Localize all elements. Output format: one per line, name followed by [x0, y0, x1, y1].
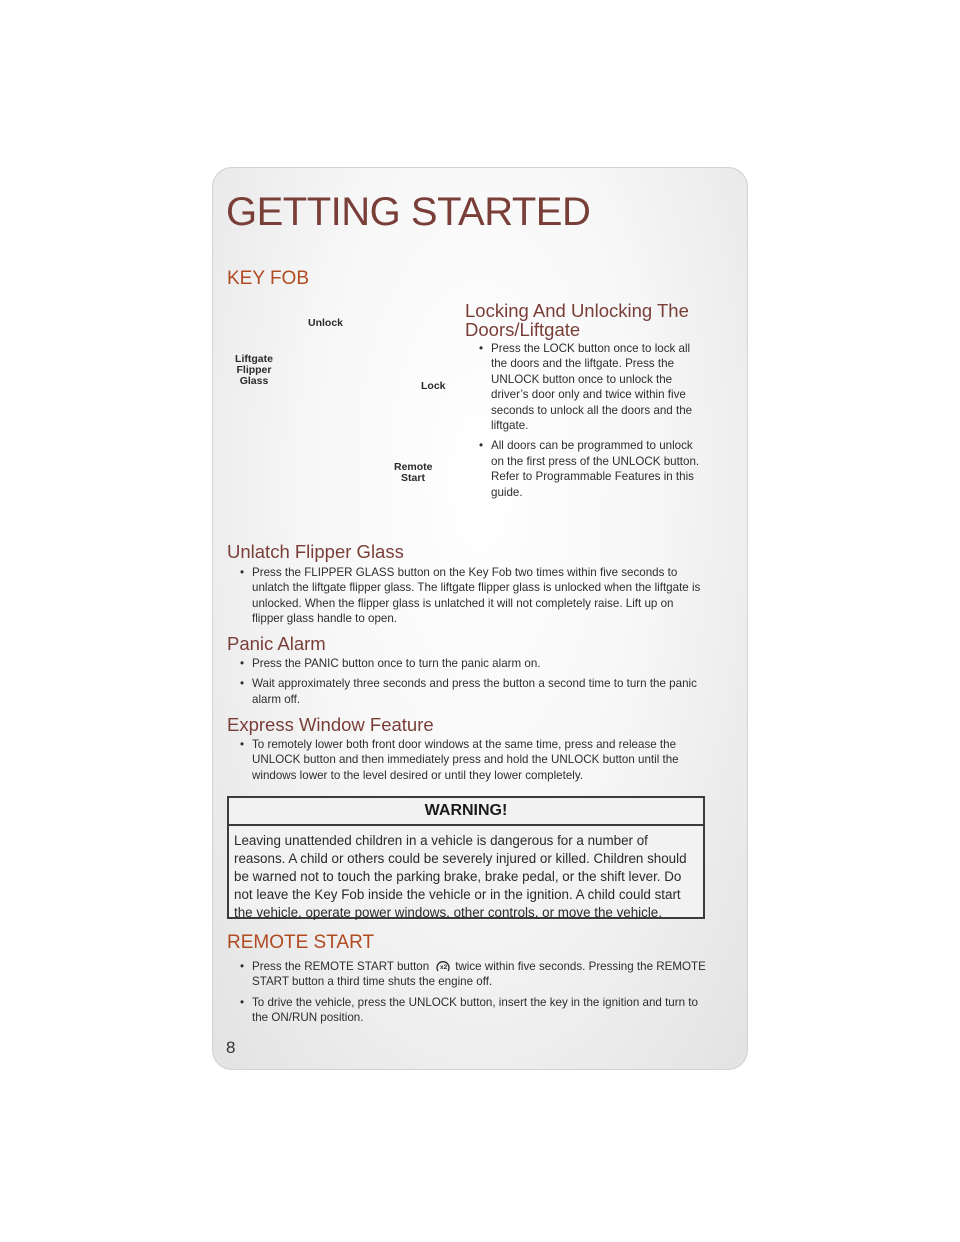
- svg-text:x2: x2: [440, 964, 448, 971]
- list-item: • To drive the vehicle, press the UNLOCK button, insert the key in the ignition and turn to the ON/RUN position.: [240, 995, 710, 1026]
- remote-start-icon: [435, 959, 451, 973]
- fob-label-lock: Lock: [421, 380, 446, 392]
- express-heading: Express Window Feature: [227, 714, 434, 735]
- warning-title: WARNING!: [229, 798, 703, 826]
- section-title: GETTING STARTED: [226, 190, 591, 234]
- warning-box: [227, 796, 705, 919]
- panic-list: [240, 656, 708, 712]
- list-item: [240, 959, 710, 990]
- remote-start-text-after: twice within five seconds. Pressing the REMOTE START button a third time shuts the engine off.: [252, 960, 706, 989]
- express-list: [240, 737, 708, 788]
- list-item: • Press the LOCK button once to lock all the doors and the liftgate. Press the UNLOCK button once to unlock the driver’s door only and twice within five seconds to unlock all the doors and the liftgate.: [479, 341, 707, 433]
- panic-heading: Panic Alarm: [227, 633, 326, 654]
- locking-list: [479, 341, 707, 505]
- fob-label-unlock: Unlock: [308, 317, 344, 329]
- fob-label-remote-start: Remote Start: [394, 461, 433, 484]
- unlatch-heading: Unlatch Flipper Glass: [227, 541, 404, 562]
- list-item: • Wait approximately three seconds and press the button a second time to turn the panic alarm off.: [240, 676, 708, 707]
- list-item: • Press the FLIPPER GLASS button on the Key Fob two times within five seconds to unlatch the liftgate flipper glass. The liftgate flipper glass is unlocked when the liftgate is unlocked. When the flipper glass is unlatched it will not completely raise. Lift up on flipper glass handle to open.: [240, 565, 708, 627]
- fob-label-liftgate-flipper-glass: Liftgate Flipper Glass: [235, 353, 273, 387]
- page-number: 8: [226, 1038, 236, 1057]
- list-item: • All doors can be programmed to unlock on the first press of the UNLOCK button. Refer to Programmable Features in this guide.: [479, 438, 707, 500]
- unlatch-list: [240, 565, 708, 632]
- list-item: • Press the PANIC button once to turn the panic alarm on.: [240, 656, 708, 671]
- key-fob-heading: KEY FOB: [227, 268, 310, 289]
- remote-start-list: [240, 959, 710, 1031]
- locking-heading: Locking And Unlocking The Doors/Liftgate: [465, 300, 689, 340]
- list-item: • To remotely lower both front door windows at the same time, press and release the UNLOCK button and then immediately press and hold the UNLOCK button until the windows lower to the level desired or until they lower completely.: [240, 737, 708, 783]
- remote-start-text-before: Press the REMOTE START button: [252, 960, 430, 973]
- remote-start-heading: REMOTE START: [227, 932, 375, 953]
- warning-text: Leaving unattended children in a vehicle is dangerous for a number of reasons. A child or others could be severely injured or killed. Children should be warned not to touch the parking brake, brake pedal, or the shift lever. Do not leave the Key Fob inside the vehicle or in the ignition. A child could start the vehicle, operate power windows, other controls, or move the vehicle.: [234, 833, 687, 920]
